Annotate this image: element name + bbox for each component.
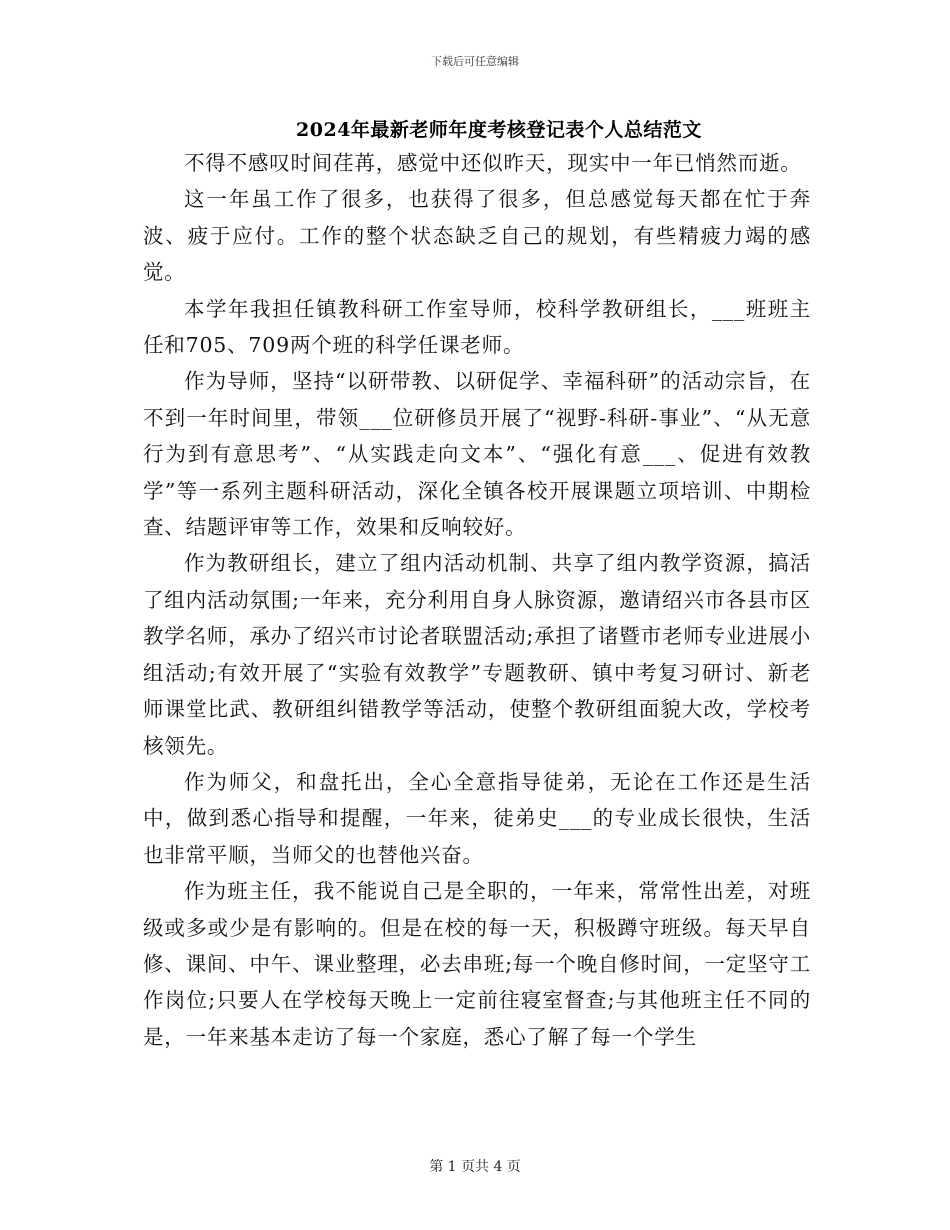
document-body (143, 145, 811, 1055)
document-title: 2024年最新老师年度考核登记表个人总结范文 (296, 119, 702, 141)
paragraph: 这一年虽工作了很多，也获得了很多，但总感觉每天都在忙于奔波、疲于应付。工作的整个状态缺乏自己的规划，有些精疲力竭的感觉。 (143, 187, 811, 285)
page-number: 第 1 页共 4 页 (429, 1159, 521, 1175)
paragraph: 作为班主任，我不能说自己是全职的，一年来，常常性出差，对班级或多或少是有影响的。但是在校的每一天，积极蹲守班级。每天早自修、课间、中午、课业整理，必去串班;每一个晚自修时间，一定坚守工作岗位;只要人在学校每天晚上一定前往寝室督查;与其他班主任不同的是，一年来基本走访了每一个家庭，悉心了解了每一个学生 (143, 879, 812, 1049)
paragraph: 作为教研组长，建立了组内活动机制、共享了组内教学资源，搞活了组内活动氛围;一年来，充分利用自身人脉资源，邀请绍兴市各县市区教学名师，承办了绍兴市讨论者联盟活动;承担了诸暨市老师专业进展小组活动;有效开展了“实验有效教学”专题教研、镇中考复习研讨、新老师课堂比武、教研组纠错教学等活动，使整个教研组面貌大改，学校考核领先。 (143, 551, 812, 758)
paragraph: 本学年我担任镇教科研工作室导师，校科学教研组长，___班班主任和705、709两个班的科学任课老师。 (143, 296, 811, 358)
paragraph: 作为导师，坚持“以研带教、以研促学、幸福科研”的活动宗旨，在不到一年时间里，带领___位研修员开展了“视野-科研-事业”、“从无意行为到有意思考”、“从实践走向文本”、“强化有意___、促进有效教学”等一系列主题科研活动，深化全镇各校开展课题立项培训、中期检查、结题评审等工作，效果和反响较好。 (143, 369, 811, 540)
paragraph: 不得不感叹时间荏苒，感觉中还似昨天，现实中一年已悄然而逝。 (184, 151, 802, 175)
paragraph: 作为师父，和盘托出，全心全意指导徒弟，无论在工作还是生活中，做到悉心指导和提醒，一年来，徒弟史___的专业成长很快，生活也非常平顺，当师父的也替他兴奋。 (143, 769, 811, 867)
page-header-note: 下载后可任意编辑 (431, 55, 519, 68)
